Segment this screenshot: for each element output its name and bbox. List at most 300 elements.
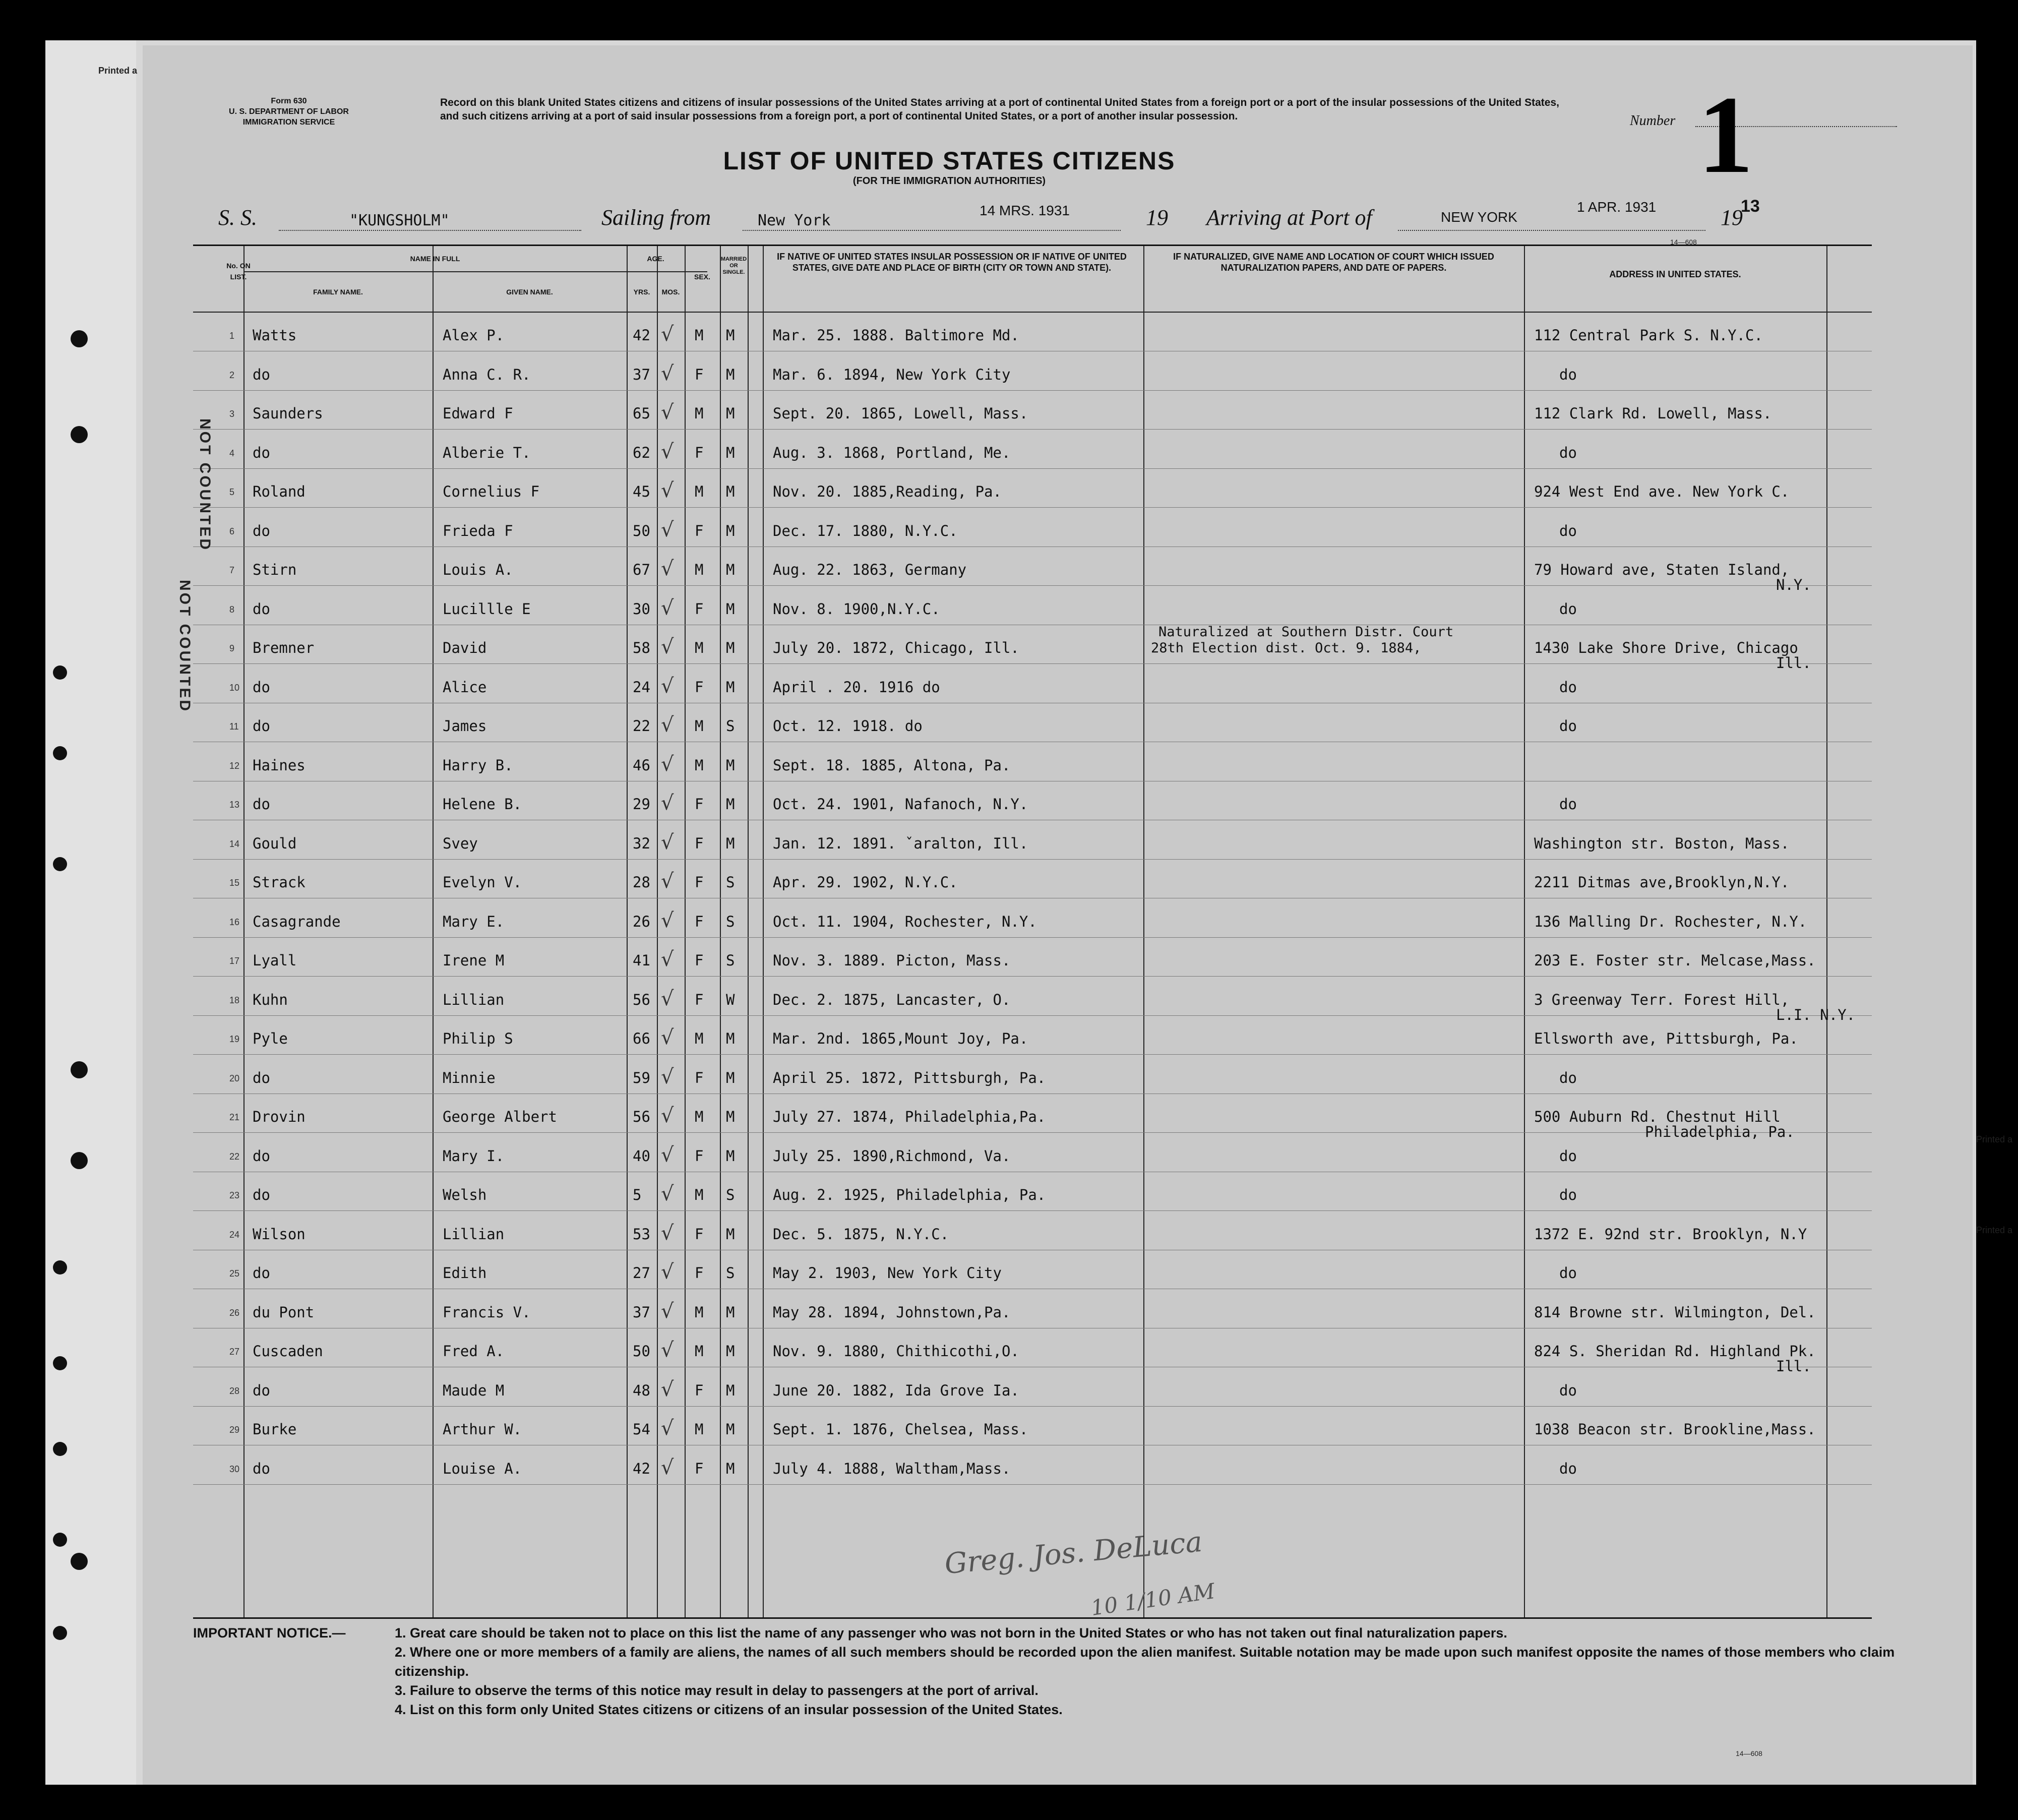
- check-mark: √: [661, 1377, 674, 1401]
- given-name: Lucillle E: [443, 600, 531, 618]
- row-line: [193, 468, 1872, 469]
- header-age: AGE.: [647, 255, 664, 263]
- row-number: 24: [229, 1229, 240, 1240]
- marital-status: M: [726, 366, 735, 383]
- check-mark: √: [661, 948, 674, 971]
- marital-status: M: [726, 678, 735, 696]
- age-years: 22: [633, 717, 650, 735]
- family-name: do: [253, 600, 270, 618]
- sex: M: [695, 1421, 704, 1438]
- row-number: 21: [229, 1112, 240, 1122]
- row-number: 8: [229, 604, 235, 615]
- family-name: Wilson: [253, 1225, 305, 1243]
- check-mark: √: [661, 1455, 674, 1479]
- family-name: Burke: [253, 1421, 297, 1438]
- address-line-2: N.Y.: [1776, 576, 1811, 593]
- row-number: 20: [229, 1073, 240, 1083]
- age-years: 46: [633, 756, 650, 774]
- punch-hole: [53, 857, 67, 871]
- form-info: [213, 96, 364, 128]
- page-subtitle: (FOR THE IMMIGRATION AUTHORITIES): [852, 175, 1046, 187]
- birth-date-place: May 28. 1894, Johnstown,Pa.: [773, 1303, 1011, 1321]
- row-number: 10: [229, 682, 240, 693]
- given-name: Edward F: [443, 405, 513, 422]
- row-number: 29: [229, 1425, 240, 1435]
- given-name: Mary E.: [443, 913, 505, 930]
- column-divider: [433, 246, 434, 1617]
- sex: F: [695, 991, 704, 1008]
- year-suffix: 13: [1741, 197, 1760, 216]
- address: Washington str. Boston, Mass.: [1534, 834, 1790, 852]
- address: Ellsworth ave, Pittsburgh, Pa.: [1534, 1030, 1798, 1047]
- row-number: 6: [229, 526, 235, 536]
- age-years: 59: [633, 1069, 650, 1086]
- arrival-date: 1 APR. 1931: [1577, 199, 1657, 215]
- family-name: do: [253, 1186, 270, 1203]
- given-name: Edith: [443, 1264, 487, 1282]
- age-years: 32: [633, 834, 650, 852]
- sex: F: [695, 1225, 704, 1243]
- marital-status: M: [726, 1147, 735, 1165]
- marital-status: M: [726, 483, 735, 500]
- naturalization-note: [1148, 624, 1453, 656]
- age-years: 28: [633, 874, 650, 891]
- sex: M: [695, 405, 704, 422]
- age-years: 45: [633, 483, 650, 500]
- row-line: [193, 1406, 1872, 1407]
- age-years: 65: [633, 405, 650, 422]
- check-mark: √: [661, 479, 674, 502]
- address: do: [1559, 600, 1577, 618]
- check-mark: √: [661, 1065, 674, 1088]
- page-title: LIST OF UNITED STATES CITIZENS: [723, 147, 1176, 175]
- sail-date: 14 MRS. 1931: [980, 203, 1070, 218]
- arriving-port: NEW YORK: [1441, 209, 1517, 225]
- header-birth: IF NATIVE OF UNITED STATES INSULAR POSSESSION OR IF NATIVE OF UNITED STATES, GIVE DATE AND PLACE OF BIRTH (CITY OR TOWN AND STATE).: [777, 252, 1127, 273]
- age-years: 30: [633, 600, 650, 618]
- header-mos: MOS.: [661, 288, 680, 296]
- sex: F: [695, 1069, 704, 1086]
- birth-date-place: Aug. 3. 1868, Portland, Me.: [773, 444, 1011, 461]
- age-years: 56: [633, 1108, 650, 1125]
- marital-status: M: [726, 1108, 735, 1125]
- naturalization-line-2: 28th Election dist. Oct. 9. 1884,: [1151, 640, 1422, 656]
- age-years: 62: [633, 444, 650, 461]
- given-name: Cornelius F: [443, 483, 540, 500]
- sex: F: [695, 913, 704, 930]
- check-mark: √: [661, 361, 674, 385]
- address: do: [1559, 366, 1577, 383]
- sailing-from: New York: [758, 212, 831, 229]
- age-years: 54: [633, 1421, 650, 1438]
- family-name: do: [253, 717, 270, 735]
- row-number: 26: [229, 1307, 240, 1318]
- binding-holes: [71, 282, 101, 1694]
- address: 136 Malling Dr. Rochester, N.Y.: [1534, 913, 1807, 930]
- margin-annotation: NOT COUNTED: [197, 418, 213, 552]
- given-name: Louise A.: [443, 1460, 522, 1477]
- column-divider: [1826, 246, 1827, 1617]
- form-number: Form 630: [271, 97, 307, 105]
- birth-date-place: May 2. 1903, New York City: [773, 1264, 1002, 1282]
- given-name: Frieda F: [443, 522, 513, 539]
- row-line: [193, 1132, 1872, 1133]
- header-family-name: FAMILY NAME.: [313, 288, 363, 296]
- age-years: 37: [633, 1303, 650, 1321]
- check-mark: √: [661, 1026, 674, 1049]
- row-number: 16: [229, 917, 240, 927]
- check-mark: √: [661, 908, 674, 932]
- given-name: Minnie: [443, 1069, 496, 1086]
- family-name: do: [253, 366, 270, 383]
- check-mark: √: [661, 1417, 674, 1440]
- age-years: 50: [633, 1343, 650, 1360]
- notice-item: 1. Great care should be taken not to place on this list the name of any passenger who was not born in the United States or who has not taken out final naturalization papers.: [395, 1625, 1507, 1641]
- address: 1430 Lake Shore Drive, Chicago: [1534, 639, 1798, 656]
- age-years: 56: [633, 991, 650, 1008]
- sheet-number: 1: [1698, 73, 1753, 196]
- family-name: do: [253, 522, 270, 539]
- address: do: [1559, 1264, 1577, 1282]
- header-sex: SEX.: [694, 273, 710, 281]
- address: 1038 Beacon str. Brookline,Mass.: [1534, 1421, 1816, 1438]
- margin-annotation: NOT COUNTED: [176, 580, 193, 713]
- check-mark: √: [661, 1143, 674, 1167]
- row-number: 5: [229, 487, 235, 497]
- sex: M: [695, 1343, 704, 1360]
- header-address: ADDRESS IN UNITED STATES.: [1609, 269, 1741, 279]
- birth-date-place: Dec. 17. 1880, N.Y.C.: [773, 522, 958, 539]
- given-name: Lillian: [443, 1225, 505, 1243]
- dotted-line: [1398, 230, 1705, 231]
- family-name: Casagrande: [253, 913, 341, 930]
- department-name: U. S. DEPARTMENT OF LABOR: [229, 107, 349, 116]
- naturalization-line-1: Naturalized at Southern Distr. Court: [1158, 624, 1454, 640]
- given-name: Francis V.: [443, 1303, 531, 1321]
- family-name: do: [253, 444, 270, 461]
- age-years: 29: [633, 796, 650, 813]
- check-mark: √: [661, 1221, 674, 1245]
- service-name: IMMIGRATION SERVICE: [242, 118, 335, 127]
- given-name: Evelyn V.: [443, 874, 522, 891]
- address: 924 West End ave. New York C.: [1534, 483, 1790, 500]
- birth-date-place: April 25. 1872, Pittsburgh, Pa.: [773, 1069, 1046, 1086]
- marital-status: S: [726, 874, 735, 891]
- given-name: Alice: [443, 678, 487, 696]
- row-line: [193, 859, 1872, 860]
- header-divider: [243, 271, 707, 272]
- check-mark: √: [661, 440, 674, 463]
- address-line-2: L.I. N.Y.: [1776, 1006, 1856, 1023]
- row-number: 2: [229, 370, 235, 380]
- punch-hole: [71, 330, 88, 347]
- sex: M: [695, 1186, 704, 1203]
- sex: F: [695, 444, 704, 461]
- row-number: 30: [229, 1464, 240, 1474]
- check-mark: √: [661, 1260, 674, 1284]
- birth-date-place: Apr. 29. 1902, N.Y.C.: [773, 874, 958, 891]
- marital-status: M: [726, 1421, 735, 1438]
- row-number: 27: [229, 1347, 240, 1357]
- row-number: 22: [229, 1151, 240, 1162]
- signature: Greg. Jos. DeLuca: [943, 1525, 1204, 1581]
- row-number: 28: [229, 1385, 240, 1396]
- number-label: Number: [1630, 113, 1676, 129]
- given-name: Maude M: [443, 1381, 505, 1399]
- ss-label: S. S.: [218, 205, 257, 230]
- sailing-label: Sailing from: [601, 205, 711, 230]
- sex: M: [695, 561, 704, 578]
- birth-date-place: Mar. 25. 1888. Baltimore Md.: [773, 327, 1019, 344]
- marital-status: M: [726, 834, 735, 852]
- row-line: [193, 1484, 1872, 1485]
- sex: M: [695, 1030, 704, 1047]
- given-name: Fred A.: [443, 1343, 505, 1360]
- marital-status: M: [726, 561, 735, 578]
- row-number: 18: [229, 995, 240, 1005]
- marital-status: M: [726, 1225, 735, 1243]
- age-years: 67: [633, 561, 650, 578]
- address: do: [1559, 678, 1577, 696]
- given-name: David: [443, 639, 487, 656]
- address: do: [1559, 717, 1577, 735]
- row-line: [193, 937, 1872, 938]
- sex: F: [695, 600, 704, 618]
- address-line-2: Philadelphia, Pa.: [1645, 1123, 1795, 1140]
- marital-status: M: [726, 756, 735, 774]
- column-divider: [748, 246, 749, 1617]
- family-name: Strack: [253, 874, 305, 891]
- column-divider: [627, 246, 628, 1617]
- address: do: [1559, 1186, 1577, 1203]
- birth-date-place: Nov. 20. 1885,Reading, Pa.: [773, 483, 1002, 500]
- sex: M: [695, 327, 704, 344]
- given-name: Anna C. R.: [443, 366, 531, 383]
- address: 500 Auburn Rd. Chestnut Hill: [1534, 1108, 1781, 1125]
- check-mark: √: [661, 401, 674, 424]
- sex: F: [695, 366, 704, 383]
- marital-status: M: [726, 796, 735, 813]
- row-number: 17: [229, 956, 240, 966]
- punch-hole: [71, 1152, 88, 1169]
- birth-date-place: Nov. 3. 1889. Picton, Mass.: [773, 952, 1011, 969]
- address-line-2: Ill.: [1776, 654, 1811, 672]
- address: do: [1559, 522, 1577, 539]
- check-mark: √: [661, 830, 674, 854]
- year-prefix: 19: [1721, 205, 1743, 230]
- row-number: 9: [229, 643, 235, 653]
- family-name: do: [253, 1381, 270, 1399]
- birth-date-place: Mar. 6. 1894, New York City: [773, 366, 1011, 383]
- address: 1372 E. 92nd str. Brooklyn, N.Y: [1534, 1225, 1807, 1243]
- marital-status: M: [726, 1381, 735, 1399]
- marital-status: M: [726, 405, 735, 422]
- marital-status: M: [726, 1069, 735, 1086]
- family-name: Roland: [253, 483, 305, 500]
- row-number: 19: [229, 1034, 240, 1044]
- family-name: do: [253, 796, 270, 813]
- marital-status: M: [726, 1460, 735, 1477]
- age-years: 5: [633, 1186, 642, 1203]
- birth-date-place: Aug. 2. 1925, Philadelphia, Pa.: [773, 1186, 1046, 1203]
- family-name: do: [253, 1069, 270, 1086]
- family-name: do: [253, 1147, 270, 1165]
- sex: F: [695, 1381, 704, 1399]
- age-years: 48: [633, 1381, 650, 1399]
- address: do: [1559, 1460, 1577, 1477]
- check-mark: √: [661, 557, 674, 580]
- marital-status: M: [726, 1030, 735, 1047]
- punch-hole: [53, 1260, 67, 1275]
- ship-name: "KUNGSHOLM": [349, 212, 450, 229]
- address: 824 S. Sheridan Rd. Highland Pk.: [1534, 1343, 1816, 1360]
- header-no-on-list: No. ON LIST.: [226, 262, 251, 281]
- row-line: [193, 976, 1872, 977]
- family-name: do: [253, 1460, 270, 1477]
- row-number: 13: [229, 800, 240, 810]
- punch-hole: [53, 1442, 67, 1456]
- sex: M: [695, 483, 704, 500]
- row-line: [193, 585, 1872, 586]
- intro-text: Record on this blank United States citizens and citizens of insular possessions of the United States arriving at a port of continental United States from a foreign port or a port of the insular possessions of the United States, and such citizens arriving at a port of said insular possessions from a foreign port, a port of continental United States, or a port of another insular possession.: [440, 97, 1559, 122]
- birth-date-place: Sept. 1. 1876, Chelsea, Mass.: [773, 1421, 1028, 1438]
- age-years: 24: [633, 678, 650, 696]
- marital-status: S: [726, 717, 735, 735]
- row-line: [193, 1015, 1872, 1016]
- sex: F: [695, 1147, 704, 1165]
- row-number: 25: [229, 1268, 240, 1279]
- sex: F: [695, 796, 704, 813]
- check-mark: √: [661, 323, 674, 346]
- column-divider: [720, 246, 721, 1617]
- header-divider: [193, 312, 1872, 313]
- check-mark: √: [661, 752, 674, 776]
- birth-date-place: Aug. 22. 1863, Germany: [773, 561, 967, 578]
- given-name: Irene M: [443, 952, 505, 969]
- birth-date-place: Dec. 5. 1875, N.Y.C.: [773, 1225, 949, 1243]
- print-code: 14—608: [1670, 238, 1697, 246]
- column-divider: [685, 246, 686, 1617]
- age-years: 42: [633, 1460, 650, 1477]
- sex: F: [695, 1460, 704, 1477]
- birth-date-place: Nov. 9. 1880, Chithicothi,O.: [773, 1343, 1019, 1360]
- sex: M: [695, 1108, 704, 1125]
- check-mark: √: [661, 635, 674, 658]
- age-years: 42: [633, 327, 650, 344]
- birth-date-place: Sept. 20. 1865, Lowell, Mass.: [773, 405, 1028, 422]
- given-name: Harry B.: [443, 756, 513, 774]
- notice-label: IMPORTANT NOTICE.—: [193, 1625, 346, 1641]
- notice-item: 2. Where one or more members of a family are aliens, the names of all such members should be recorded upon the alien manifest. Suitable notation may be made upon such manifest opposite the names of those members who claim citizenship.: [395, 1645, 1895, 1679]
- marital-status: W: [726, 991, 735, 1008]
- age-years: 50: [633, 522, 650, 539]
- birth-date-place: Dec. 2. 1875, Lancaster, O.: [773, 991, 1011, 1008]
- punch-hole: [53, 665, 67, 680]
- birth-date-place: July 20. 1872, Chicago, Ill.: [773, 639, 1019, 656]
- given-name: Philip S: [443, 1030, 513, 1047]
- check-mark: √: [661, 674, 674, 698]
- age-years: 58: [633, 639, 650, 656]
- notice-list: [395, 1623, 1907, 1719]
- footer-code: 14—608: [1736, 1749, 1762, 1757]
- age-years: 41: [633, 952, 650, 969]
- row-number: 23: [229, 1190, 240, 1200]
- row-number: 7: [229, 565, 235, 575]
- given-name: Svey: [443, 834, 478, 852]
- notice-item: 4. List on this form only United States citizens or citizens of an insular possession of the United States.: [395, 1702, 1063, 1717]
- marital-status: S: [726, 1186, 735, 1203]
- sex: F: [695, 952, 704, 969]
- family-name: Saunders: [253, 405, 323, 422]
- family-name: Lyall: [253, 952, 297, 969]
- address: 814 Browne str. Wilmington, Del.: [1534, 1303, 1816, 1321]
- column-divider: [1143, 246, 1144, 1617]
- given-name: Mary I.: [443, 1147, 505, 1165]
- punch-hole: [71, 426, 88, 443]
- sex: F: [695, 1264, 704, 1282]
- birth-date-place: June 20. 1882, Ida Grove Ia.: [773, 1381, 1019, 1399]
- row-number: 3: [229, 409, 235, 419]
- check-mark: √: [661, 1182, 674, 1205]
- check-mark: √: [661, 596, 674, 620]
- marital-status: S: [726, 952, 735, 969]
- check-mark: √: [661, 1339, 674, 1362]
- row-number: 1: [229, 331, 235, 341]
- passenger-table: [193, 238, 1872, 1621]
- family-name: do: [253, 1264, 270, 1282]
- check-mark: √: [661, 713, 674, 737]
- marital-status: M: [726, 327, 735, 344]
- given-name: Welsh: [443, 1186, 487, 1203]
- birth-date-place: Mar. 2nd. 1865,Mount Joy, Pa.: [773, 1030, 1028, 1047]
- given-name: Arthur W.: [443, 1421, 522, 1438]
- row-line: [193, 663, 1872, 664]
- check-mark: √: [661, 1104, 674, 1127]
- age-years: 26: [633, 913, 650, 930]
- marital-status: M: [726, 639, 735, 656]
- sex: M: [695, 639, 704, 656]
- birth-date-place: Nov. 8. 1900,N.Y.C.: [773, 600, 940, 618]
- address: do: [1559, 1069, 1577, 1086]
- birth-date-place: April . 20. 1916 do: [773, 678, 940, 696]
- birth-date-place: Oct. 24. 1901, Nafanoch, N.Y.: [773, 796, 1028, 813]
- column-divider: [1524, 246, 1525, 1617]
- address: do: [1559, 1147, 1577, 1165]
- row-line: [193, 429, 1872, 430]
- signature-time: 10 1/10 AM: [1089, 1578, 1217, 1621]
- marital-status: M: [726, 1303, 735, 1321]
- printed-label: Printed a: [98, 66, 138, 76]
- birth-date-place: July 27. 1874, Philadelphia,Pa.: [773, 1108, 1046, 1125]
- arriving-label: Arriving at Port of: [1206, 205, 1372, 230]
- given-name: Alex P.: [443, 327, 505, 344]
- year-prefix: 19: [1146, 205, 1168, 230]
- row-line: [193, 390, 1872, 391]
- row-line: [193, 1210, 1872, 1211]
- punch-hole: [71, 1061, 88, 1078]
- address: 3 Greenway Terr. Forest Hill,: [1534, 991, 1790, 1008]
- header-married-single: MARRIED OR SINGLE.: [720, 256, 747, 275]
- row-number: 11: [229, 721, 239, 732]
- header-given-name: GIVEN NAME.: [506, 288, 553, 296]
- printed-label: Printed a: [1976, 1134, 2013, 1144]
- punch-hole: [53, 1356, 67, 1370]
- age-years: 37: [633, 366, 650, 383]
- sex: F: [695, 834, 704, 852]
- row-number: 12: [229, 760, 240, 771]
- address: do: [1559, 1381, 1577, 1399]
- given-name: Alberie T.: [443, 444, 531, 461]
